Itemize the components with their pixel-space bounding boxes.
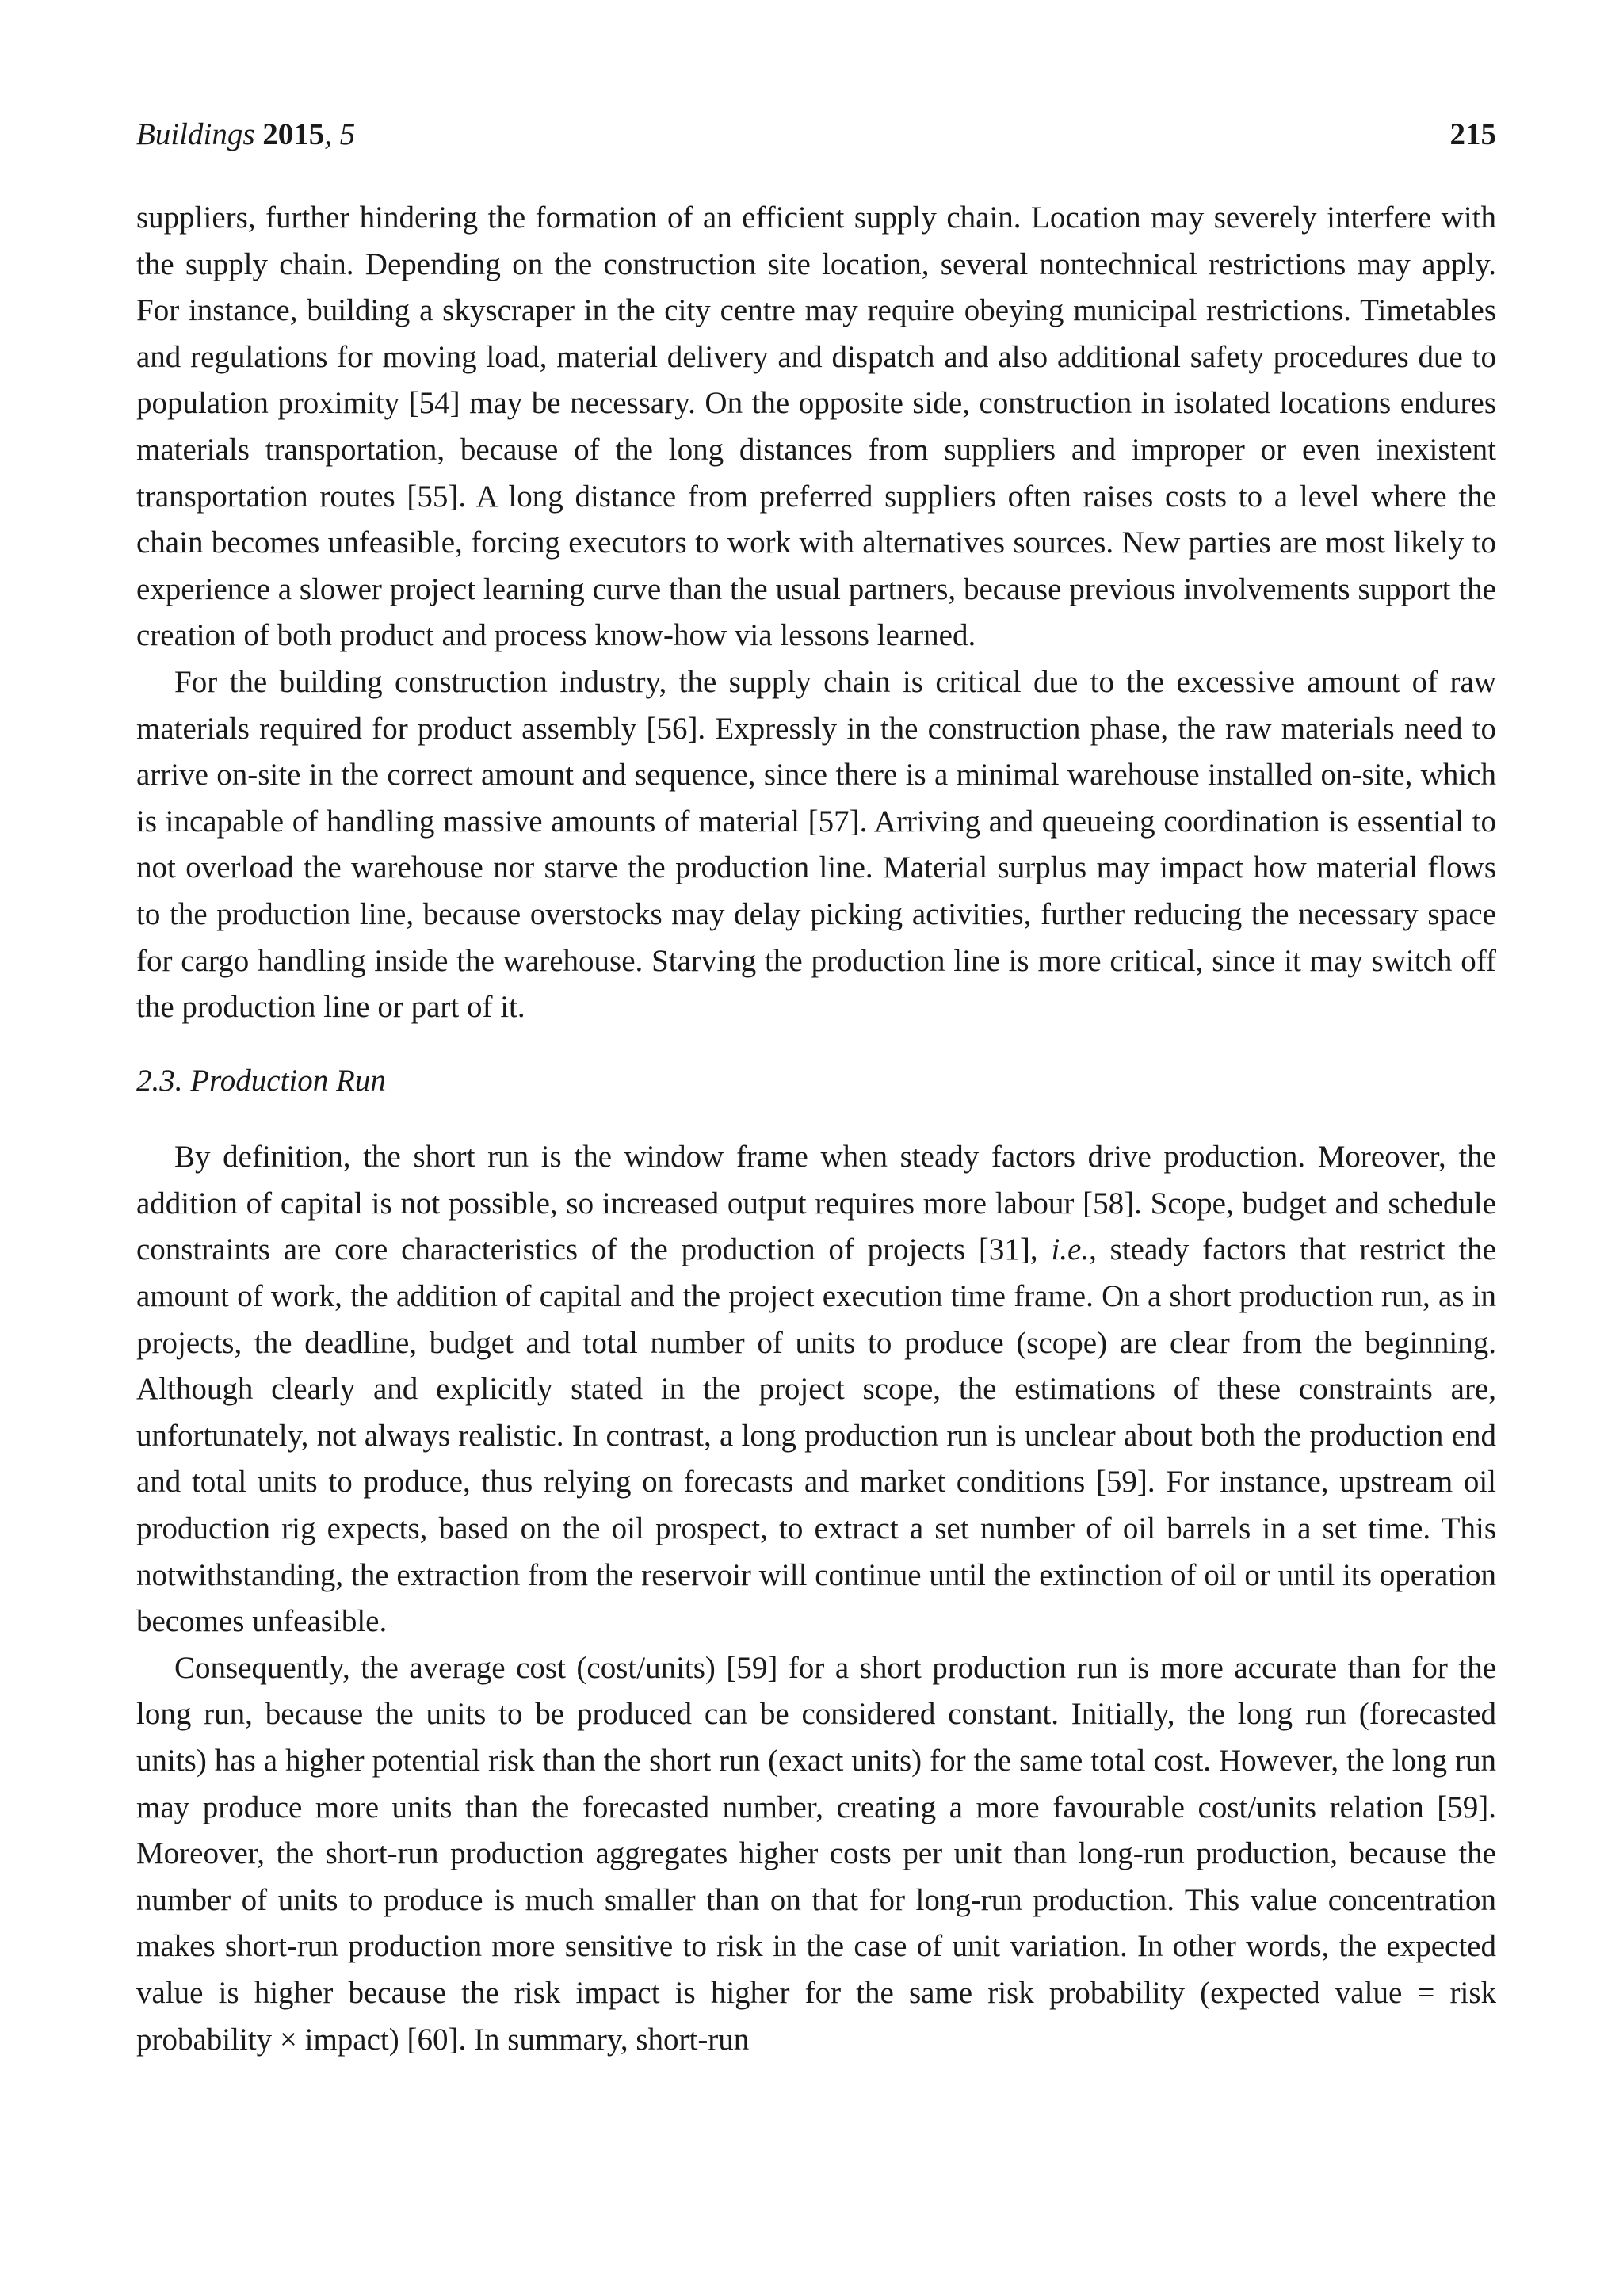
paragraph-average-cost: Consequently, the average cost (cost/units) [59] for a short production run is more accurate than for the long run, because the units to be produced can be considered constant. Initially, the long run (forecasted units) has a higher potential risk than the short run (exact units) for the same total cost. However, the long run may produce more units than the forecasted number, creating a more favourable cost/units relation [59]. Moreover, the short-run production aggregates higher costs per unit than long-run production, because the number of units to produce is much smaller than on that for long-run production. This value concentration makes short-run production more sensitive to risk in the case of unit variation. In other words, the expected value is higher because the risk impact is higher for the same risk probability (expected value = risk probability × impact) [60]. In summary, short-run xyxy=(136,1650,1496,2057)
section-heading: 2.3. Production Run xyxy=(136,1063,386,1098)
running-header xyxy=(136,113,1496,157)
paragraph-text: By definition, the short run is the window frame when steady factors drive production. Moreover, the addition of capital is not possible, so increased output requires more labour [58]. Scope, budget and schedule constraints are core characteristics of the production of projects [31], xyxy=(136,1140,1496,1267)
body-text xyxy=(136,195,1496,2063)
journal-year: 2015 xyxy=(262,117,325,151)
ie-abbreviation: i.e. xyxy=(1051,1232,1090,1267)
journal-volume: 5 xyxy=(339,117,356,151)
page-number: 215 xyxy=(1449,117,1496,151)
paragraph-short-run-definition xyxy=(136,1134,1496,1645)
paragraph-supply-chain-critical: For the building construction industry, the supply chain is critical due to the excessive amount of raw materials required for product assembly [56]. Expressly in the construction phase, the raw materials need to arrive on-site in the correct amount and sequence, since there is a minimal warehouse installed on-site, which is incapable of handling massive amounts of material [57]. Arriving and queueing coordination is essential to not overload the warehouse nor starve the production line. Material surplus may impact how material flows to the production line, because overstocks may delay picking activities, further reducing the necessary space for cargo handling inside the warehouse. Starving the production line is more critical, since it may switch off the production line or part of it. xyxy=(136,664,1496,1025)
paragraph-text: , steady factors that restrict the amount of work, the addition of capital and the project execution time frame. On a short production run, as in projects, the deadline, budget and total number of units to produce (scope) are clear from the beginning. Although clearly and explicitly stated in the project scope, the estimations of these constraints are, unfortunately, not always realistic. In contrast, a long production run is unclear about both the production end and total units to produce, thus relying on forecasts and market conditions [59]. For instance, upstream oil production rig expects, based on the oil prospect, to extract a set number of oil barrels in a set time. This notwithstanding, the extraction from the reservoir will continue until the extinction of oil or until its operation becomes unfeasible. xyxy=(136,1232,1496,1639)
journal-name: Buildings xyxy=(136,117,255,151)
journal-citation: Buildings 2015, 5 xyxy=(136,117,356,151)
paragraph-supply-chain-location: suppliers, further hindering the formation of an efficient supply chain. Location may severely interfere with the supply chain. Depending on the construction site location, several nontechnical restrictions may apply. For instance, building a skyscraper in the city centre may require obeying municipal restrictions. Timetables and regulations for moving load, material delivery and dispatch and also additional safety procedures due to population proximity [54] may be necessary. On the opposite side, construction in isolated locations endures materials transportation, because of the long distances from suppliers and improper or even inexistent transportation routes [55]. A long distance from preferred suppliers often raises costs to a level where the chain becomes unfeasible, forcing executors to work with alternatives sources. New parties are most likely to experience a slower project learning curve than the usual partners, because previous involvements support the creation of both product and process know-how via lessons learned. xyxy=(136,201,1496,653)
